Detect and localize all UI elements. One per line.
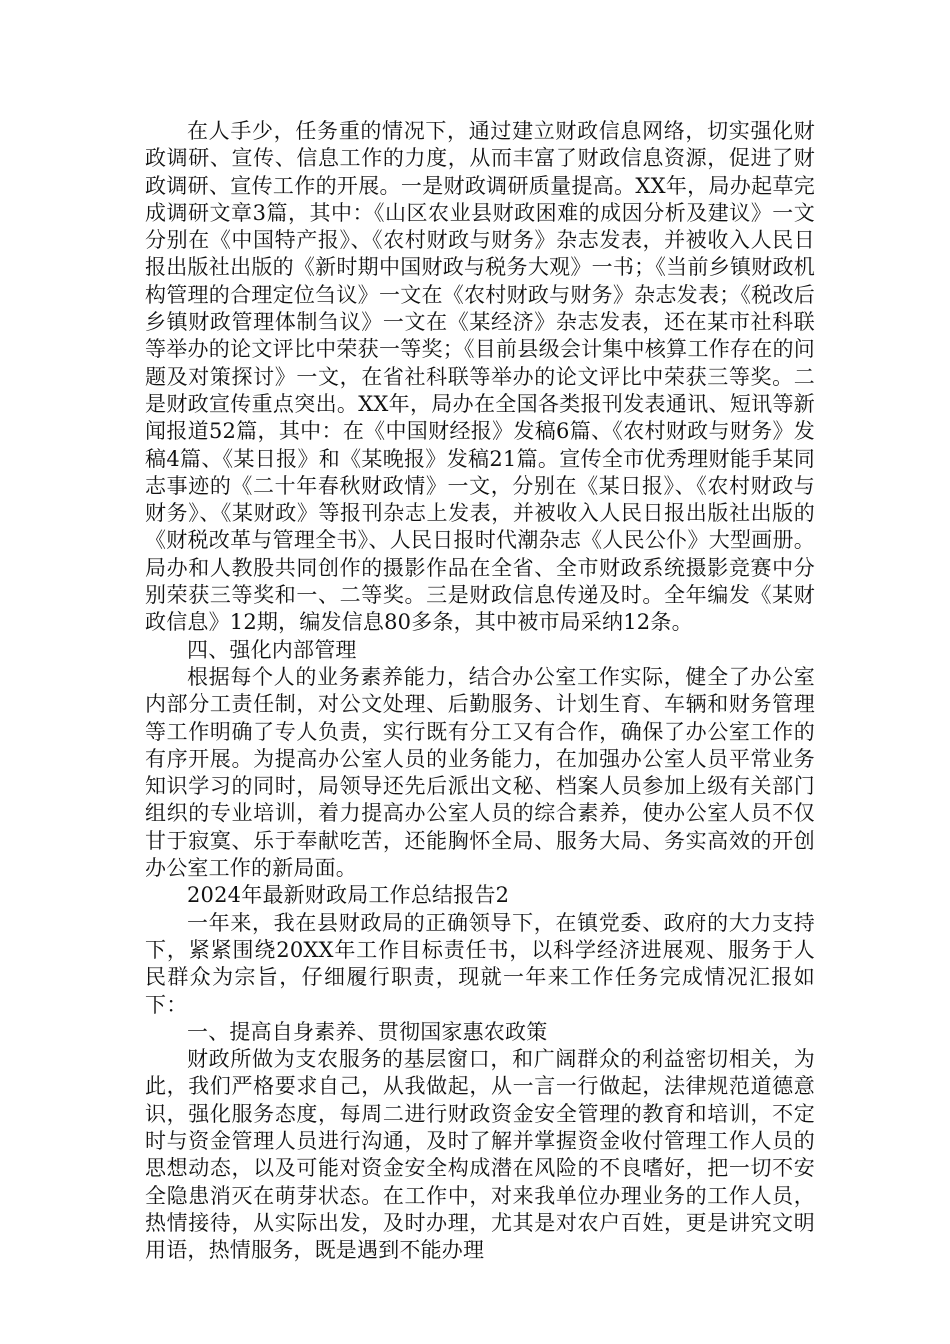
report-title: 2024年最新财政局工作总结报告2 <box>187 883 510 908</box>
section-heading-self-quality: 一、提高自身素养、贯彻国家惠农政策 <box>187 1019 548 1044</box>
paragraph-self-quality: 财政所做为支农服务的基层窗口，和广阔群众的利益密切相关，为此，我们严格要求自己，从我做起，从一言一行做起，法律规范道德意识，强化服务态度，每周二进行财政资金安全管理的教育和培训，不定时与资金管理人员进行沟通，及时了解并掌握资金收付管理工作人员的思想动态，以及可能对资金安全构成潜在风险的不良嗜好，把一切不安全隐患消灭在萌芽状态。在工作中，对来我单位办理业务的工作人员，热情接待，从实际出发，及时办理，尤其是对农户百姓，更是讲究文明用语，热情服务，既是遇到不能办理 <box>145 1047 815 1263</box>
document-body <box>145 118 815 1264</box>
paragraph-information-work: 在人手少，任务重的情况下，通过建立财政信息网络，切实强化财政调研、宣传、信息工作的力度，从而丰富了财政信息资源，促进了财政调研、宣传工作的开展。一是财政调研质量提高。XX年，局办起草完成调研文章3篇，其中：《山区农业县财政困难的成因分析及建议》一文分别在《中国特产报》、《农村财政与财务》杂志发表，并被收入人民日报出版社出版的《新时期中国财政与税务大观》一书；《当前乡镇财政机构管理的合理定位刍议》一文在《农村财政与财务》杂志发表；《税改后乡镇财政管理体制刍议》一文在《某经济》杂志发表，还在某市社科联等举办的论文评比中荣获一等奖；《目前县级会计集中核算工作存在的问题及对策探讨》一文，在省社科联等举办的论文评比中荣获三等奖。二是财政宣传重点突出。XX年，局办在全国各类报刊发表通讯、短讯等新闻报道52篇，其中：在《中国财经报》发稿6篇、《农村财政与财务》发稿4篇、《某日报》和《某晚报》发稿21篇。宣传全市优秀理财能手某同志事迹的《二十年春秋财政情》一文，分别在《某日报》、《农村财政与财务》、《某财政》等报刊杂志上发表，并被收入人民日报出版社出版的《财税改革与管理全书》、人民日报时代潮杂志《人民公仆》大型画册。局办和人教股共同创作的摄影作品在全省、全市财政系统摄影竞赛中分别荣获三等奖和一、二等奖。三是财政信息传递及时。全年编发《某财政信息》12期，编发信息80多条，其中被市局采纳12条。 <box>145 119 815 635</box>
section-heading-internal-management: 四、强化内部管理 <box>187 637 357 662</box>
paragraph-internal-management: 根据每个人的业务素养能力，结合办公室工作实际，健全了办公室内部分工责任制，对公文处理、后勤服务、计划生育、车辆和财务管理等工作明确了专人负责，实行既有分工又有合作，确保了办公室工作的有序开展。为提高办公室人员的业务能力，在加强办公室人员平常业务知识学习的同时，局领导还先后派出文秘、档案人员参加上级有关部门组织的专业培训，着力提高办公室人员的综合素养，使办公室人员不仅甘于寂寞、乐于奉献吃苦，还能胸怀全局、服务大局、务实高效的开创办公室工作的新局面。 <box>145 664 815 881</box>
paragraph-report-intro: 一年来，我在县财政局的正确领导下，在镇党委、政府的大力支持下，紧紧围绕20XX年工作目标责任书，以科学经济进展观、服务于人民群众为宗旨，仔细履行职责，现就一年来工作任务完成情况汇报如下： <box>145 910 815 1017</box>
